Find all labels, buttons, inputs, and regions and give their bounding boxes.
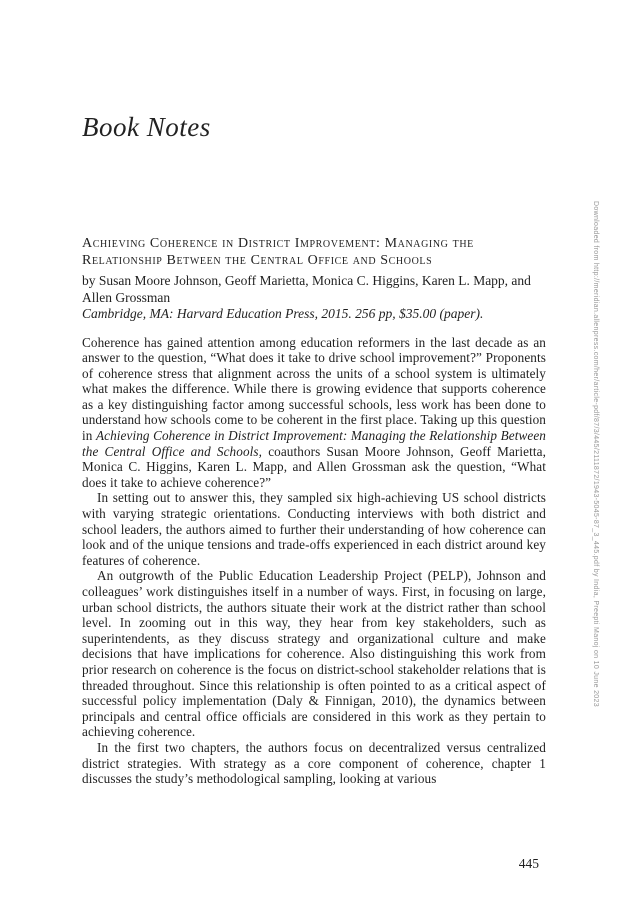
book-authors: by Susan Moore Johnson, Geoff Marietta, Monica C. Higgins, Karen L. Mapp, and Allen Grossman — [82, 273, 531, 305]
inline-book-title: Achieving Coherence in District Improvement: Managing the Relationship Between the Central Office and Schools, — [82, 428, 546, 459]
review-paragraph-3: An outgrowth of the Public Education Leadership Project (PELP), Johnson and colleagues’ work distinguishes itself in a number of ways. First, in focusing on large, urban school districts, the authors situate their work at the district rather than school level. In zooming out in this way, they hear from key stakeholders, such as superintendents, as they discuss strategy and organizational culture and make decisions that have implications for coherence. Also distinguishing this work from prior research on coherence is the focus on district-school stakeholder relations that is threaded throughout. Since this relationship is often pointed to as a critical aspect of successful policy implementation (Daly & Finnigan, 2010), the dynamics between principals and central office officials are considered in this work as they pertain to achieving coherence. — [82, 568, 546, 740]
book-publication-info: Cambridge, MA: Harvard Education Press, 2015. 256 pp, $35.00 (paper). — [82, 306, 484, 321]
review-paragraph-2: In setting out to answer this, they sampled six high-achieving US school districts with varying strategic orientations. Conducting interviews with both district and school leaders, the authors aimed to further their understanding of how coherence can look and of the unique tensions and trade-offs experienced in each district around key features of coherence. — [82, 490, 546, 568]
book-title-heading: Achieving Coherence in District Improvement: Managing the Relationship Between the Central Office and Schools — [82, 236, 474, 268]
paragraph-text: Coherence has gained attention among education reformers in the last decade as an answer to the question, “What does it take to drive school improvement?” Proponents of coherence stress that alignment across the units of a school system is ultimately what makes the difference. While there is growing evidence that supports coherence as a key distinguishing factor among successful schools, less work has been done to understand how schools come to be coherent in the first place. Taking up this question in — [82, 334, 546, 444]
review-paragraph-4: In the first two chapters, the authors focus on decentralized versus centralized district strategies. With strategy as a core component of coherence, chapter 1 discusses the study’s methodological sampling, looking at various — [82, 739, 546, 787]
download-watermark: Downloaded from http://meridian.allenpress.com/her/article-pdf/87/3/445/2111872/1943-5045-87_3_445.pdf by India, Preepti Manoj on 10 June 2023 — [592, 201, 599, 707]
page-number: 445 — [518, 856, 539, 871]
paragraph-text: coauthors Susan Moore Johnson, Geoff Marietta, Monica C. Higgins, Karen L. Mapp, and Allen Grossman ask the question, “What does it take to achieve coherence?” — [82, 443, 546, 490]
content-column — [82, 0, 546, 787]
review-paragraph-1 — [82, 335, 546, 491]
page-title: Book Notes — [82, 112, 211, 142]
